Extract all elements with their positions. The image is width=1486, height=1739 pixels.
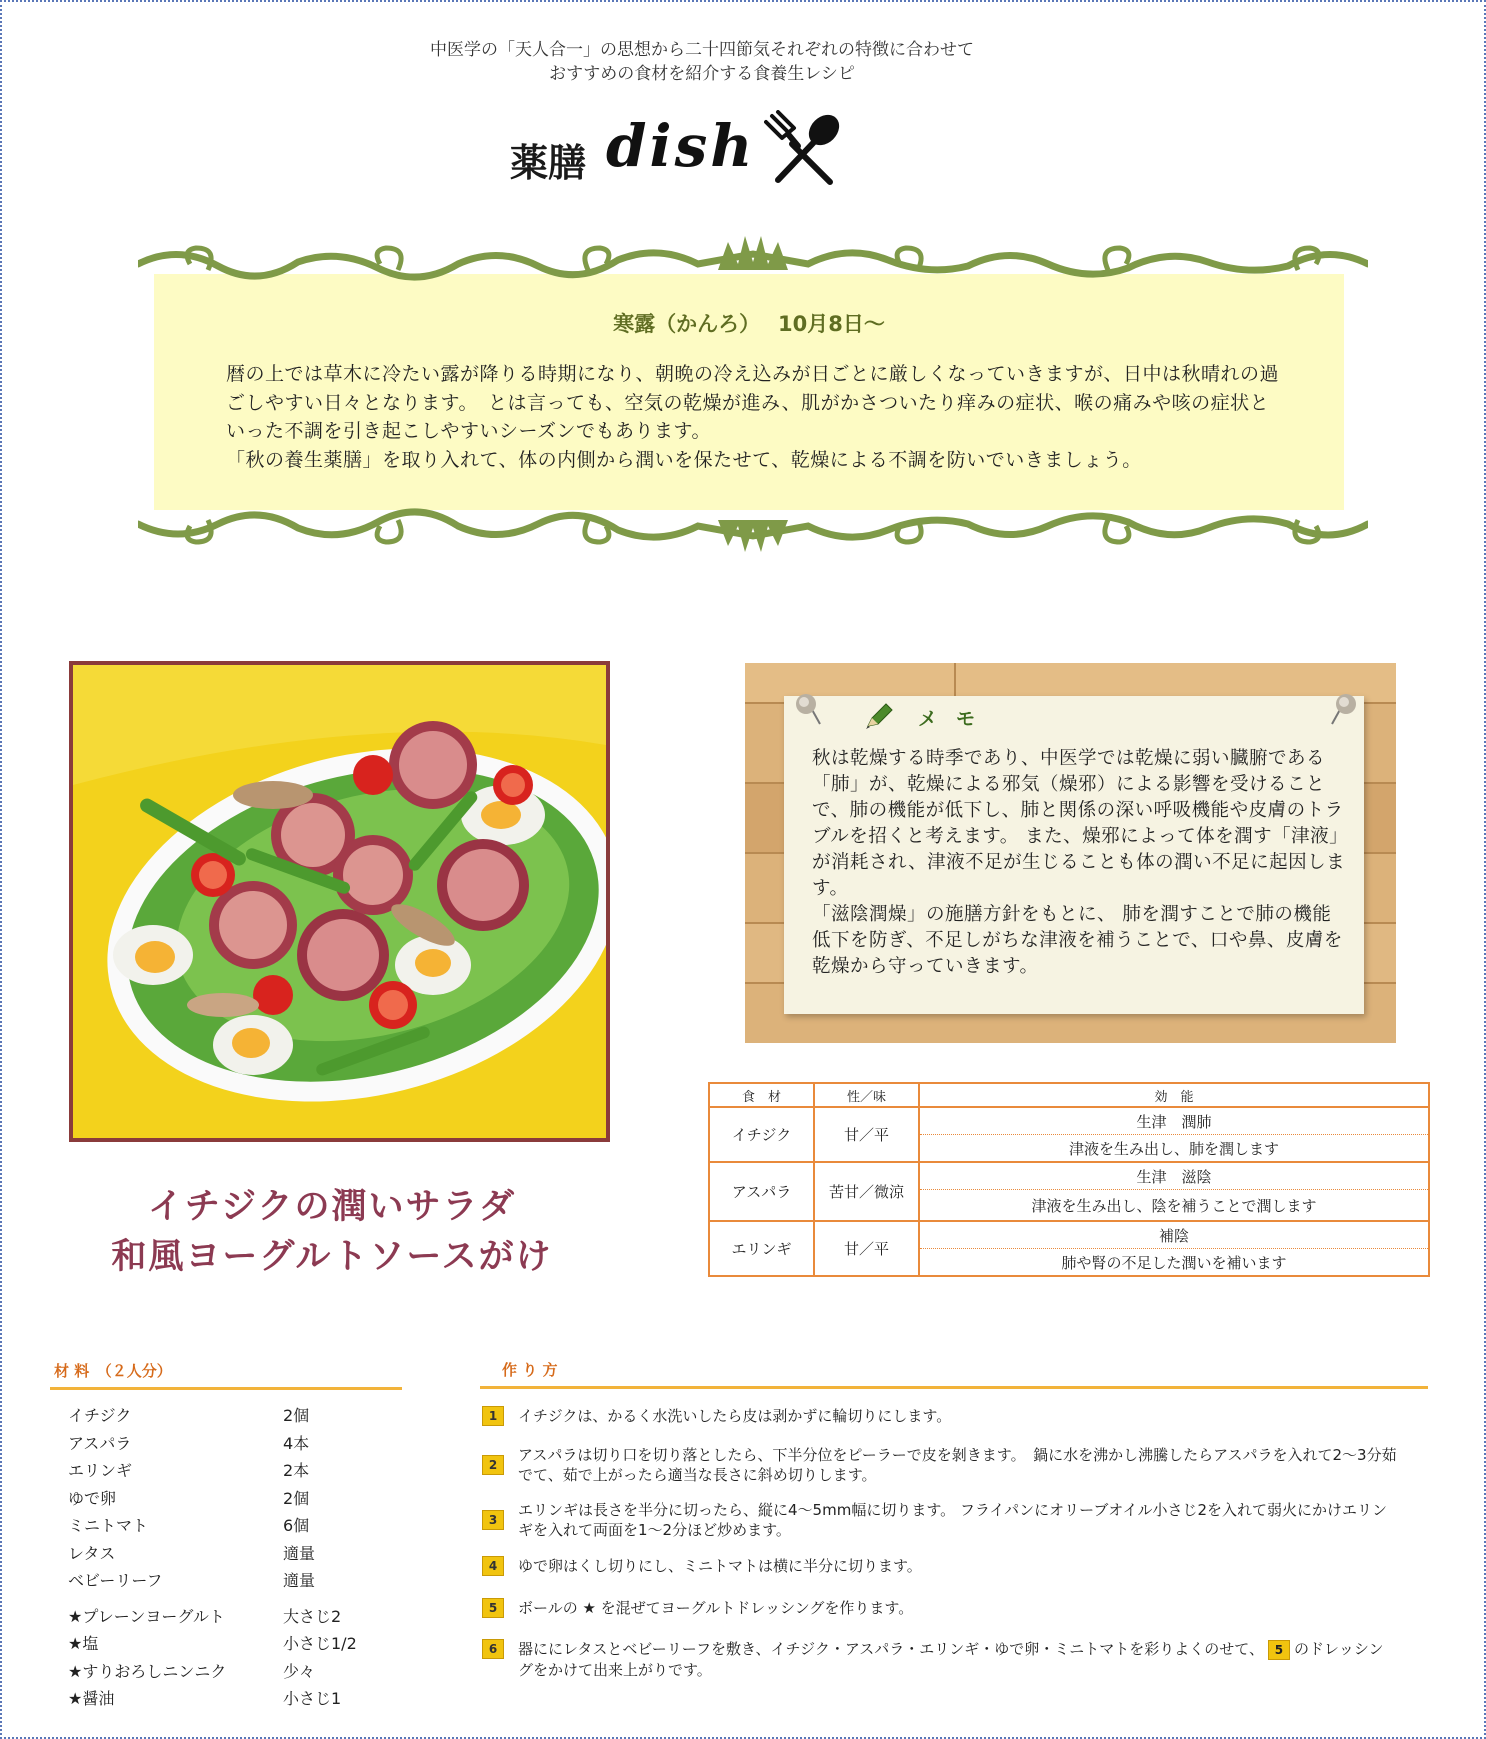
list-item (68, 1457, 398, 1485)
dish-title-line-1: イチジクの潤いサラダ (147, 1187, 517, 1227)
effect-cell: 生津 潤肺 (919, 1107, 1429, 1135)
memo-paragraph-1: 秋は乾燥する時季であり、中医学では乾燥に弱い臓腑である「肺」が、乾燥による邪気（燥邪）による影響を受けることで、肺の機能が低下し、肺と関係の深い呼吸機能や皮膚のトラブルを招くと考えます。 また、燥邪によって体を潤す「津液」が消耗され、津液不足が生じることも体の潤い不足に起因します。 (812, 748, 1346, 899)
ingredient-name: ★塩 (68, 1634, 99, 1653)
tagline-line-1: 中医学の「天人合一」の思想から二十四節気それぞれの特徴に合わせて (430, 40, 974, 60)
ingredient-amount: 2本 (283, 1461, 310, 1480)
brand-title-en: dish (606, 112, 756, 180)
ingredient-amount: 少々 (283, 1661, 316, 1681)
step-text-after: のドレッシングをかけて出来上がりです。 (518, 1640, 1384, 1679)
vine-ornament-bottom (138, 502, 1368, 554)
detail-cell: 津液を生み出し、陰を補うことで潤します (919, 1190, 1429, 1222)
dish-title (62, 1182, 602, 1282)
ingredient-amount: 2個 (283, 1488, 310, 1508)
food-cell: イチジク (709, 1107, 814, 1162)
list-item (68, 1485, 398, 1513)
step-number-badge: 6 (482, 1639, 504, 1659)
step-number-badge: 2 (482, 1455, 504, 1475)
vine-ornament-top (138, 234, 1368, 294)
ingredient-name: ★プレーンヨーグルト (68, 1606, 225, 1626)
list-item (68, 1630, 398, 1658)
detail-cell: 肺や腎の不足した潤いを補います (919, 1249, 1429, 1277)
effect-cell: 生津 滋陰 (919, 1162, 1429, 1190)
list-item (68, 1658, 398, 1686)
list-item (68, 1430, 398, 1458)
nature-cell: 甘／平 (814, 1221, 919, 1276)
list-item (68, 1402, 398, 1430)
memo-paragraph-2: 「滋陰潤燥」の施膳方針をもとに、 肺を潤すことで肺の機能低下を防ぎ、不足しがちな津液を補うことで、口や鼻、皮膚を乾燥から守っていきます。 (812, 904, 1343, 977)
ingredient-name: エリンギ (68, 1461, 133, 1480)
table-row (709, 1221, 1429, 1249)
header-effect: 効 能 (919, 1083, 1429, 1107)
ingredient-name: レタス (68, 1543, 116, 1563)
ingredient-amount: 小さじ1 (283, 1689, 342, 1708)
ingredients-heading: 材 料 （２人分） (54, 1362, 172, 1380)
step-reference-badge: 5 (1268, 1640, 1290, 1660)
tagline-line-2: おすすめの食材を紹介する食養生レシピ (549, 64, 855, 84)
ingredient-amount: 2個 (283, 1406, 310, 1425)
step-text: イチジクは、かるく水洗いしたら皮は剥かずに輪切りにします。 (518, 1407, 952, 1425)
step-text: ボールの ★ を混ぜてヨーグルトドレッシングを作ります。 (518, 1599, 914, 1617)
list-item (68, 1567, 398, 1595)
list-item (68, 1540, 398, 1568)
ingredient-name: ★すりおろしニンニク (68, 1661, 227, 1681)
pushpin-icon (1324, 692, 1362, 728)
dish-photo (69, 661, 610, 1142)
table-header-row (709, 1083, 1429, 1107)
nature-cell: 苦甘／微涼 (814, 1162, 919, 1221)
ingredient-amount: 4本 (283, 1433, 310, 1453)
ingredient-amount: 大さじ2 (283, 1606, 342, 1626)
memo-body (812, 746, 1347, 980)
table-row (709, 1162, 1429, 1190)
ingredient-name: イチジク (68, 1406, 132, 1425)
list-item (68, 1603, 398, 1631)
season-title: 寒露（かんろ） 10月8日～ (613, 312, 885, 336)
ingredient-name: ベビーリーフ (68, 1571, 163, 1590)
food-cell: エリンギ (709, 1221, 814, 1276)
pushpin-icon (790, 692, 828, 728)
header-nature: 性／味 (814, 1083, 919, 1107)
food-cell: アスパラ (709, 1162, 814, 1221)
ingredients-list (68, 1402, 398, 1713)
ingredients-divider (50, 1387, 402, 1390)
season-description (226, 360, 1286, 474)
steps-heading: 作 り 方 (502, 1361, 558, 1379)
ingredient-amount: 小さじ1/2 (283, 1634, 357, 1653)
ingredient-name: アスパラ (68, 1433, 132, 1453)
ingredient-name: ゆで卵 (68, 1488, 117, 1508)
efficacy-table (708, 1082, 1430, 1277)
effect-cell: 補陰 (919, 1221, 1429, 1249)
step-text: ゆで卵はくし切りにし、ミニトマトは横に半分に切ります。 (518, 1557, 922, 1575)
step-number-badge: 3 (482, 1510, 504, 1530)
ingredient-name: ★醤油 (68, 1689, 115, 1708)
fork-spoon-icon (764, 110, 844, 190)
tagline (382, 38, 1022, 86)
brand-title-jp: 薬膳 (510, 141, 587, 185)
season-paragraph-1: 暦の上では草木に冷たい露が降りる時期になり、朝晩の冷え込みが日ごとに厳しくなっていきますが、日中は秋晴れの過ごしやすい日々となります。 とは言っても、空気の乾燥が進み、肌がかさついたり痒みの症状、喉の痛みや咳の症状といった不調を引き起こしやすいシーズンでもあります。 (226, 363, 1280, 442)
step-number-badge: 5 (482, 1598, 504, 1618)
step-text-before: 器ににレタスとベビーリーフを敷き、イチジク・アスパラ・エリンギ・ゆで卵・ミニトマトを彩りよくのせて、 (518, 1640, 1264, 1658)
header-food: 食 材 (709, 1083, 814, 1107)
detail-cell: 津液を生み出し、肺を潤します (919, 1135, 1429, 1163)
memo-heading: メ モ (918, 708, 976, 730)
step-number-badge: 1 (482, 1406, 504, 1426)
pencil-icon (864, 702, 894, 730)
step-number-badge: 4 (482, 1556, 504, 1576)
ingredient-amount: 適量 (283, 1543, 316, 1563)
ingredient-amount: 適量 (283, 1571, 316, 1590)
salad-illustration (73, 665, 606, 1138)
season-paragraph-2: 「秋の養生薬膳」を取り入れて、体の内側から潤いを保たせて、乾燥による不調を防いでいきましょう。 (226, 448, 1142, 471)
step-text (518, 1639, 1398, 1680)
list-item (68, 1512, 398, 1540)
table-row (709, 1107, 1429, 1135)
step-text: アスパラは切り口を切り落としたら、下半分位をピーラーで皮を剝きます。 鍋に水を沸かし沸騰したらアスパラを入れて2～3分茹でて、茹で上がったら適当な長さに斜め切りします。 (518, 1446, 1397, 1484)
ingredient-amount: 6個 (283, 1516, 310, 1535)
list-item (68, 1685, 398, 1713)
dish-title-line-2: 和風ヨーグルトソースがけ (111, 1237, 553, 1277)
step-text: エリンギは長さを半分に切ったら、縦に4～5mm幅に切ります。 フライパンにオリーブオイル小さじ2を入れて弱火にかけエリンギを入れて両面を1～2分ほど炒めます。 (518, 1501, 1388, 1539)
ingredient-name: ミニトマト (68, 1516, 149, 1535)
nature-cell: 甘／平 (814, 1107, 919, 1162)
steps-divider (480, 1386, 1428, 1389)
